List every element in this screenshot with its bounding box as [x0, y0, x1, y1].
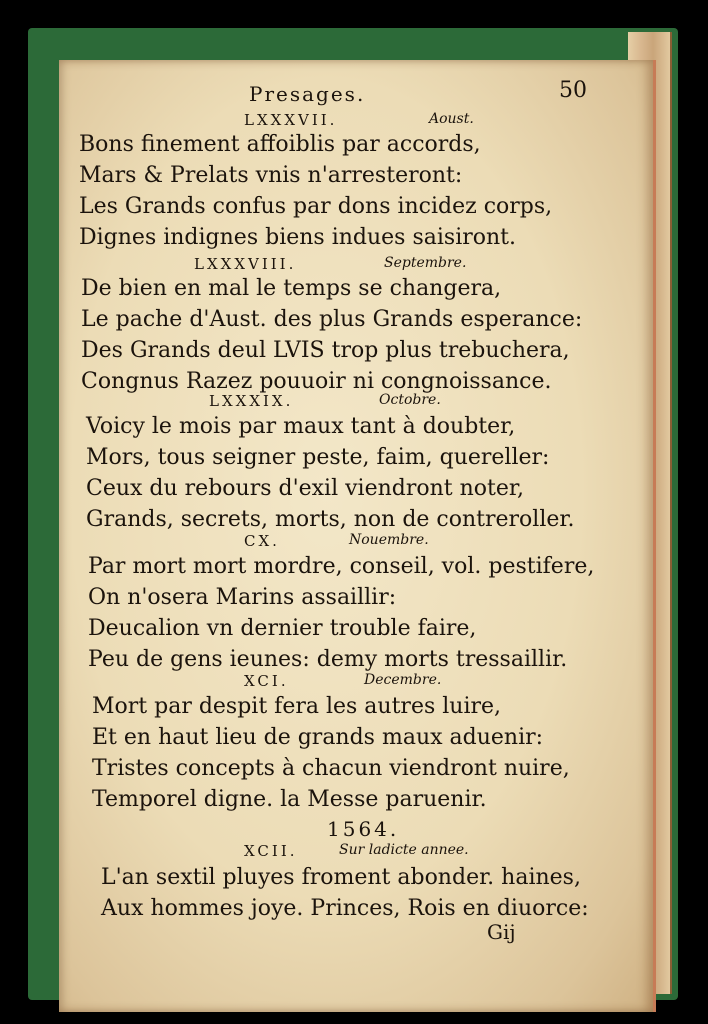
verse-line: Deucalion vn dernier trouble faire, [88, 616, 477, 641]
verse-line: Et en haut lieu de grands maux aduenir: [92, 725, 544, 750]
verse-line: Dignes indignes biens indues saisiront. [79, 225, 516, 250]
quatrain-numeral: XCI. [244, 672, 289, 690]
verse-line: Mort par despit fera les autres luire, [92, 694, 502, 719]
quatrain-numeral: LXXXVIII. [194, 255, 297, 273]
quatrain-numeral: LXXXVII. [244, 111, 338, 129]
verse-line: Temporel digne. la Messe paruenir. [92, 787, 487, 812]
verse-line: Mars & Prelats vnis n'arresteront: [79, 163, 463, 188]
quatrain-numeral: XCII. [244, 842, 298, 860]
running-title: Presages. [249, 82, 366, 106]
verse-line: Congnus Razez pouuoir ni congnoissance. [81, 369, 552, 394]
verse-line: Grands, secrets, morts, non de contreroller. [86, 507, 575, 532]
verse-line: Des Grands deul LVIS trop plus trebuchera, [81, 338, 570, 363]
verse-line: Les Grands confus par dons incidez corps, [79, 194, 553, 219]
verse-line: Aux hommes joye. Princes, Rois en diuorce: [101, 896, 589, 921]
book [28, 28, 678, 1000]
year-heading: 1564. [327, 817, 400, 841]
page-number: 50 [559, 78, 587, 103]
verse-line: Bons finement affoiblis par accords, [79, 132, 481, 157]
quatrain-month: Septembre. [384, 255, 467, 271]
verse-line: Mors, tous seigner peste, faim, quereller: [86, 445, 550, 470]
signature-mark: Gij [487, 920, 516, 944]
verse-line: Tristes concepts à chacun viendront nuire, [92, 756, 570, 781]
verse-line: Ceux du rebours d'exil viendront noter, [86, 476, 524, 501]
quatrain-month: Nouembre. [349, 532, 429, 548]
verse-line: L'an sextil pluyes froment abonder. haines, [101, 865, 581, 890]
quatrain-month: Aoust. [429, 111, 474, 127]
verse-line: De bien en mal le temps se changera, [81, 276, 502, 301]
quatrain-month: Octobre. [379, 392, 441, 408]
verse-line: Par mort mort mordre, conseil, vol. pestifere, [88, 554, 595, 579]
book-page [59, 60, 656, 1012]
verse-line: Peu de gens ieunes: demy morts tressaillir. [88, 647, 568, 672]
verse-line: Le pache d'Aust. des plus Grands esperance: [81, 307, 583, 332]
quatrain-month: Decembre. [364, 672, 442, 688]
page-text [59, 60, 653, 1012]
verse-line: On n'osera Marins assaillir: [88, 585, 397, 610]
quatrain-numeral: CX. [244, 532, 280, 550]
quatrain-numeral: LXXXIX. [209, 392, 294, 410]
quatrain-subtitle: Sur ladicte annee. [339, 842, 469, 858]
verse-line: Voicy le mois par maux tant à doubter, [86, 414, 516, 439]
